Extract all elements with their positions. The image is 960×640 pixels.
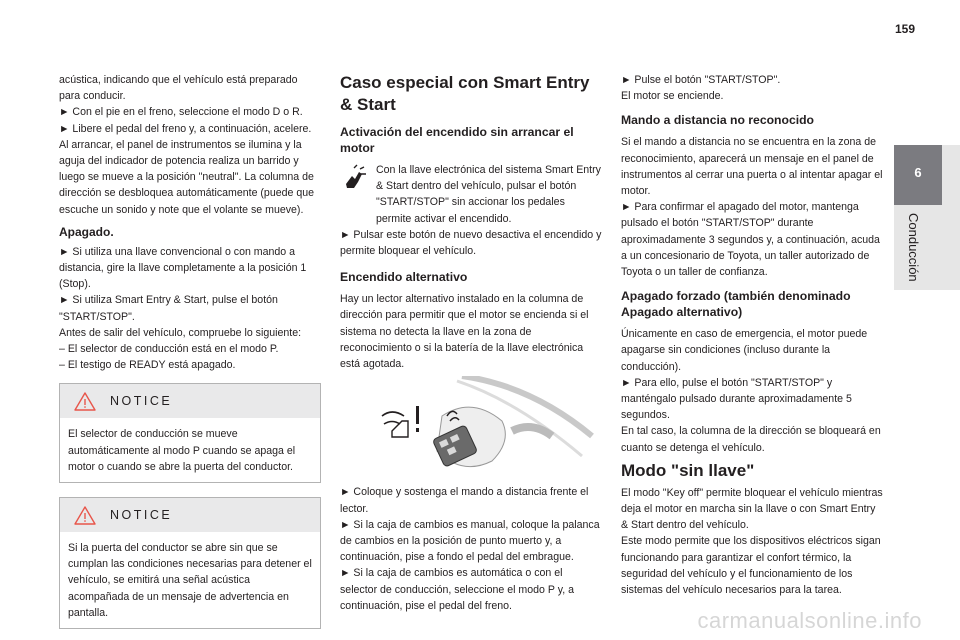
chapter-number: 6 bbox=[914, 165, 922, 180]
paragraph: En tal caso, la columna de la dirección se bloqueará en cuanto se detenga el vehículo. bbox=[621, 425, 881, 454]
column-middle bbox=[340, 72, 602, 614]
bullet: ► Para ello, pulse el botón "START/STOP" y manténgalo pulsado durante aproximadamente 5 segundos. bbox=[621, 376, 852, 422]
paragraph: Al arrancar, el panel de instrumentos se ilumina y la aguja del indicador de potencia realiza un barrido y luego se mueve a la posición "neutral". La columna de dirección se desbloquea automáticamente (puede que escuche un sonido y note que el volante se mueve). bbox=[59, 138, 315, 216]
page-number: 159 bbox=[894, 22, 915, 36]
paragraph: Si el mando a distancia no se encuentra en la zona de reconocimiento, aparecerá un mensaje en el panel de instrumentos al cerrar una puerta o al intentar apagar el motor. bbox=[621, 136, 883, 198]
notice-label: NOTICE bbox=[110, 394, 173, 409]
notice-box bbox=[59, 497, 321, 629]
bullet: ► Si utiliza una llave convencional o con mando a distancia, gire la llave completamente a la posición 1 (Stop). bbox=[59, 245, 307, 291]
notice-text: El selector de conducción se mueve automáticamente al modo P cuando se apaga el motor o cuando se abre la puerta del conductor. bbox=[68, 428, 296, 473]
bullet: ► Para confirmar el apagado del motor, mantenga pulsado el botón "START/STOP" durante aproximadamente 3 segundos y, a continuación, acuda a un concesionario de Toyota, un taller autorizado de Toyota o un taller de confianza. bbox=[621, 201, 880, 279]
notice-box bbox=[59, 383, 321, 483]
section-title: Modo "sin llave" bbox=[621, 460, 755, 480]
paragraph: El motor se enciende. bbox=[621, 90, 724, 103]
dash-item: – El selector de conducción está en el modo P. bbox=[59, 343, 279, 356]
chapter-tab bbox=[894, 145, 960, 290]
dash-item: – El testigo de READY está apagado. bbox=[59, 359, 236, 372]
paragraph: Con la llave electrónica del sistema Smart Entry & Start dentro del vehículo, pulsar el botón "START/STOP" sin accionar los pedales permite activar el encendido. bbox=[376, 164, 601, 225]
column-left bbox=[59, 72, 321, 629]
paragraph: El modo "Key off" permite bloquear el vehículo mientras deja el motor en marcha sin la llave o con Smart Entry & Start dentro del vehículo. bbox=[621, 486, 883, 532]
subsection-heading: Encendido alternativo bbox=[340, 270, 468, 285]
paragraph: Antes de salir del vehículo, compruebe lo siguiente: bbox=[59, 326, 302, 339]
paragraph: acústica, indicando que el vehículo está preparado para conducir. bbox=[59, 74, 298, 103]
bullet: ► Si utiliza Smart Entry & Start, pulse el botón "START/STOP". bbox=[59, 294, 278, 323]
notice-label: NOTICE bbox=[110, 508, 173, 523]
notice-header bbox=[60, 498, 320, 532]
subsection-heading: Apagado forzado (también denominado Apagado alternativo) bbox=[621, 289, 851, 320]
bullet: ► Si la caja de cambios es manual, coloque la palanca de cambios en la posición de punto muerto y, a continuación, pise a fondo el pedal del embrague. bbox=[340, 518, 600, 564]
paragraph: Este modo permite que los dispositivos eléctricos sigan funcionando para garantizar el confort térmico, la seguridad del vehículo y el funcionamiento de los sistemas del vehículo necesarios para la tarea. bbox=[621, 535, 881, 597]
bullet: ► Si la caja de cambios es automática o con el selector de conducción, seleccione el modo P y, a continuación, pise el pedal del freno. bbox=[340, 567, 574, 612]
chapter-title: Conducción bbox=[906, 213, 921, 282]
section-title: Caso especial con Smart Entry & Start bbox=[340, 73, 590, 114]
steering-column-reader-illustration bbox=[362, 376, 597, 471]
paragraph: Hay un lector alternativo instalado en la columna de dirección para permitir que el motor se encienda si el sistema no detecta la llave en la zona de reconocimiento o si la batería de la llave electrónica está agotada. bbox=[340, 293, 589, 371]
bullet: ► Libere el pedal del freno y, a continuación, acelere. bbox=[59, 122, 312, 135]
hand-pressing-button-icon bbox=[340, 162, 370, 192]
column-right bbox=[621, 72, 885, 598]
bullet: ► Coloque y sostenga el mando a distancia frente el lector. bbox=[340, 486, 589, 515]
bullet: ► Pulse el botón "START/STOP". bbox=[621, 74, 781, 86]
warning-triangle-icon bbox=[74, 392, 96, 411]
bullet: ► Pulsar este botón de nuevo desactiva el encendido y permite bloquear el vehículo. bbox=[340, 228, 602, 258]
watermark: carmanualsonline.info bbox=[697, 608, 922, 633]
notice-header bbox=[60, 384, 320, 418]
bullet: ► Con el pie en el freno, seleccione el modo D o R. bbox=[59, 106, 303, 119]
section-heading-apagado: Apagado. bbox=[59, 224, 114, 239]
subsection-heading: Mando a distancia no reconocido bbox=[621, 113, 814, 128]
paragraph: Únicamente en caso de emergencia, el motor puede apagarse sin condiciones (incluso durante la conducción). bbox=[621, 328, 868, 373]
notice-text: Si la puerta del conductor se abre sin que se cumplan las condiciones necesarias para detener el vehículo, se emitirá una señal acústica acompañada de un mensaje de advertencia en pantalla. bbox=[68, 542, 312, 619]
activation-row bbox=[340, 162, 602, 227]
warning-triangle-icon bbox=[74, 506, 96, 525]
subsection-heading: Activación del encendido sin arrancar el motor bbox=[340, 125, 574, 155]
